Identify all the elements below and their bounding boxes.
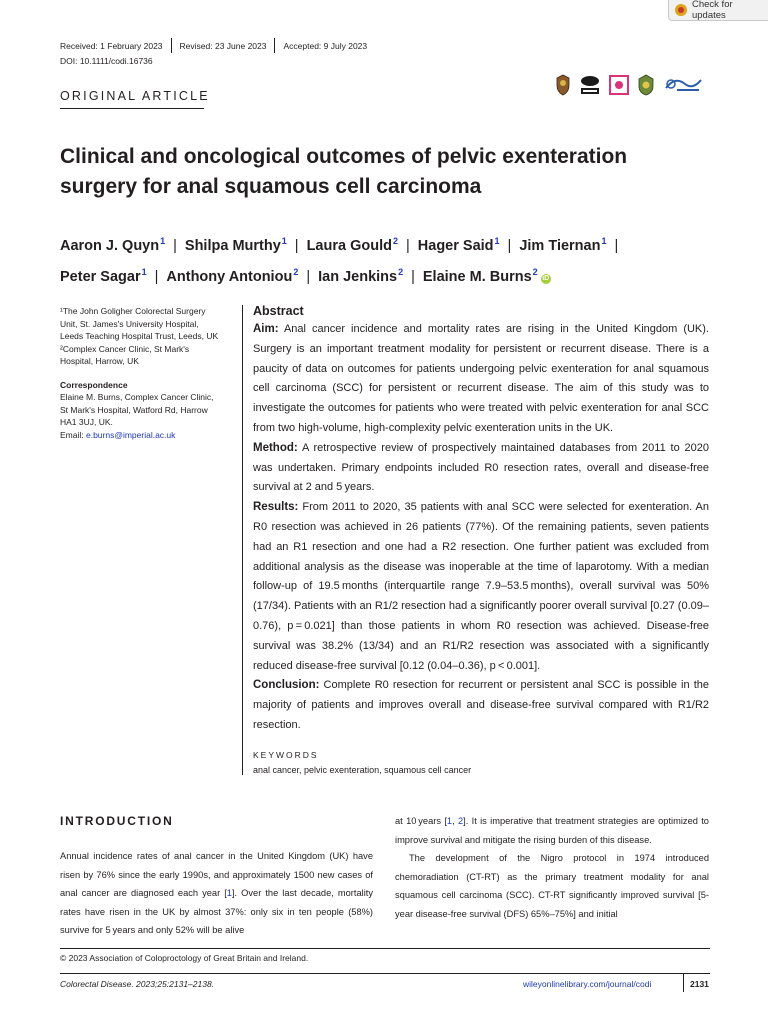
article-history: [60, 38, 367, 53]
keywords: anal cancer, pelvic exenteration, squamous cell cancer: [253, 765, 472, 775]
article-type: ORIGINAL ARTICLE: [60, 89, 210, 103]
correspondence-line: HA1 3UJ, UK.: [60, 417, 113, 427]
paragraph: The development of the Nigro protocol in 1974 introduced chemoradiation (CT-RT) as the primary treatment modality for anal squamous cell carcinoma (SCC). CT-RT significantly improved survival [5-year disease-free survival (DFS) 65%–75%] and initial: [395, 853, 709, 919]
journal-citation: Colorectal Disease. 2023;25:2131–2138.: [60, 979, 215, 989]
check-for-updates-label: Check for updates: [691, 0, 733, 21]
abstract-aim: Aim: Anal cancer incidence and mortality rates are rising in the United Kingdom (UK). Surgery is an important treatment modality for persistent or recurrent disease. There is a paucity of data on outcomes for patients undergoing pelvic exenteration for anal squamous cell carcinoma (SCC) for persistent or recurrent disease. The aim of this study was to investigate the outcomes for patients who were treated with pelvic exenteration for anal SCC from two high-volume, high-complexity pelvic exenteration units in the UK.: [253, 323, 709, 434]
paragraph: at 10 years [1, 2]. It is imperative that treatment strategies are optimized to improve survival and mitigate the rising burden of this disease.: [395, 816, 709, 845]
correspondence-email-line: Email: e.burns@imperial.ac.uk: [60, 429, 176, 440]
correspondence-line: Elaine M. Burns, Complex Cancer Clinic,: [60, 392, 214, 402]
accepted-date: Accepted: 9 July 2023: [283, 40, 368, 51]
check-for-updates-button[interactable]: [668, 0, 768, 21]
author[interactable]: Shilpa Murthy$^1$: [184, 236, 287, 254]
orcid-icon[interactable]: iD: [542, 275, 550, 282]
article-type-rule: [60, 108, 204, 109]
author[interactable]: Peter Sagar$^1$: [60, 267, 147, 285]
divider: [60, 973, 710, 974]
column-divider: [242, 305, 243, 775]
author[interactable]: Elaine M. Burns$^2$: [422, 267, 538, 285]
divider: [274, 38, 275, 53]
crest-logo-green: [637, 74, 655, 96]
society-logos: [555, 74, 703, 96]
author[interactable]: Laura Gould$^2$: [306, 236, 398, 254]
author[interactable]: Jim Tiernan$^1$: [519, 236, 607, 254]
author[interactable]: Ian Jenkins$^2$: [318, 267, 404, 285]
affiliation-line: Leeds Teaching Hospital Trust, Leeds, UK: [60, 331, 219, 341]
citation-link[interactable]: 2: [457, 816, 464, 826]
divider: [683, 974, 684, 992]
author-list: Aaron J. Quyn$^1$ | Shilpa Murthy$^1$ | Laura Gould$^2$ | Hager Said$^1$ | Jim Tiernan$^1$ | Peter Sagar$^1$ | Anthony Antoniou$^2$ | Ian Jenkins$^2$ | Elaine M. Burns$^2$iD: [60, 236, 619, 285]
copyright: © 2023 Association of Coloproctology of Great Britain and Ireland.: [60, 953, 309, 963]
crossmark-icon: [675, 4, 687, 16]
citation-link[interactable]: 1: [446, 816, 453, 826]
divider: [171, 38, 172, 53]
author[interactable]: Anthony Antoniou$^2$: [166, 267, 299, 285]
society-logo-blue: [663, 74, 703, 96]
affiliation-line: ²Complex Cancer Clinic, St Mark's: [60, 343, 190, 354]
body-column-left: [60, 847, 373, 940]
keywords-heading: KEYWORDS: [253, 750, 319, 760]
author[interactable]: Aaron J. Quyn$^1$: [60, 236, 166, 254]
correspondence-line: St Mark's Hospital, Watford Rd, Harrow: [60, 404, 208, 415]
page-number: 2131: [690, 979, 709, 989]
paragraph: Annual incidence rates of anal cancer in the United Kingdom (UK) have risen by 76% since the early 1990s, and approximately 1500 new cases of anal cancer are diagnosed each year [1]. Over the last decade, mortality rates have risen in the UK by almost 37%: only six in ten people (58%) survive for 5 years and only 52% will be alive: [60, 851, 373, 936]
acpgbi-crest-logo: [555, 74, 571, 96]
abstract-heading: Abstract: [253, 304, 304, 318]
society-logo-pink: [609, 75, 629, 95]
author[interactable]: Hager Said$^1$: [417, 236, 500, 254]
article-title: Clinical and oncological outcomes of pelvic exenteration surgery for anal squamous cell carcinoma: [60, 145, 628, 198]
escp-logo: [579, 74, 601, 96]
revised-date: Revised: 23 June 2023: [179, 40, 267, 51]
affiliation-line: ¹The John Goligher Colorectal Surgery: [60, 306, 206, 316]
citation-link[interactable]: 1: [226, 888, 232, 899]
doi[interactable]: DOI: 10.1111/codi.16736: [60, 56, 153, 66]
abstract-results: Results: From 2011 to 2020, 35 patients with anal SCC were selected for exenteration. An R0 resection was achieved in 26 patients (77%). Of the remaining patients, seven patients had an R1 resection and one had a R2 resection. One further patient was excluded from additional analysis as the disease was inoperable at the time of laparotomy. With a median follow-up of 19.5 months (interquartile range 7.9–53.5 months), overall survival was 50% (17/34). Patients with an R1/2 resection had a significantly poorer overall survival [0.27 (0.09–0.76), p = 0.021] than those patients in whom R0 resection was achieved. Disease-free survival was 38.2% (13/34) and an R1/R2 resection was associated with a significantly reduced disease-free survival [0.12 (0.04–0.36), p < 0.001].: [253, 501, 709, 672]
abstract: [253, 302, 709, 736]
section-heading: INTRODUCTION: [60, 814, 174, 828]
email-link[interactable]: e.burns@imperial.ac.uk: [85, 429, 176, 440]
affiliation-line: Unit, St. James's University Hospital,: [60, 318, 199, 329]
abstract-method: Method: A retrospective review of prospectively maintained databases from 2011 to 2020 was undertaken. Primary endpoints included R0 resection rates, overall and disease-free survival at 2 and 5 years.: [253, 441, 709, 494]
affiliation-line: Hospital, Harrow, UK: [60, 356, 139, 366]
body-column-right: [395, 812, 709, 924]
received-date: Received: 1 February 2023: [60, 40, 163, 51]
abstract-conclusion: Conclusion: Complete R0 resection for recurrent or persistent anal SCC is possible in the majority of patients and improves overall and disease-free survival compared with R1/R2 resection.: [253, 679, 709, 731]
journal-website-link[interactable]: wileyonlinelibrary.com/journal/codi: [523, 979, 652, 989]
affiliations: [60, 305, 235, 441]
correspondence-heading: Correspondence: [60, 379, 128, 390]
divider: [60, 948, 710, 949]
